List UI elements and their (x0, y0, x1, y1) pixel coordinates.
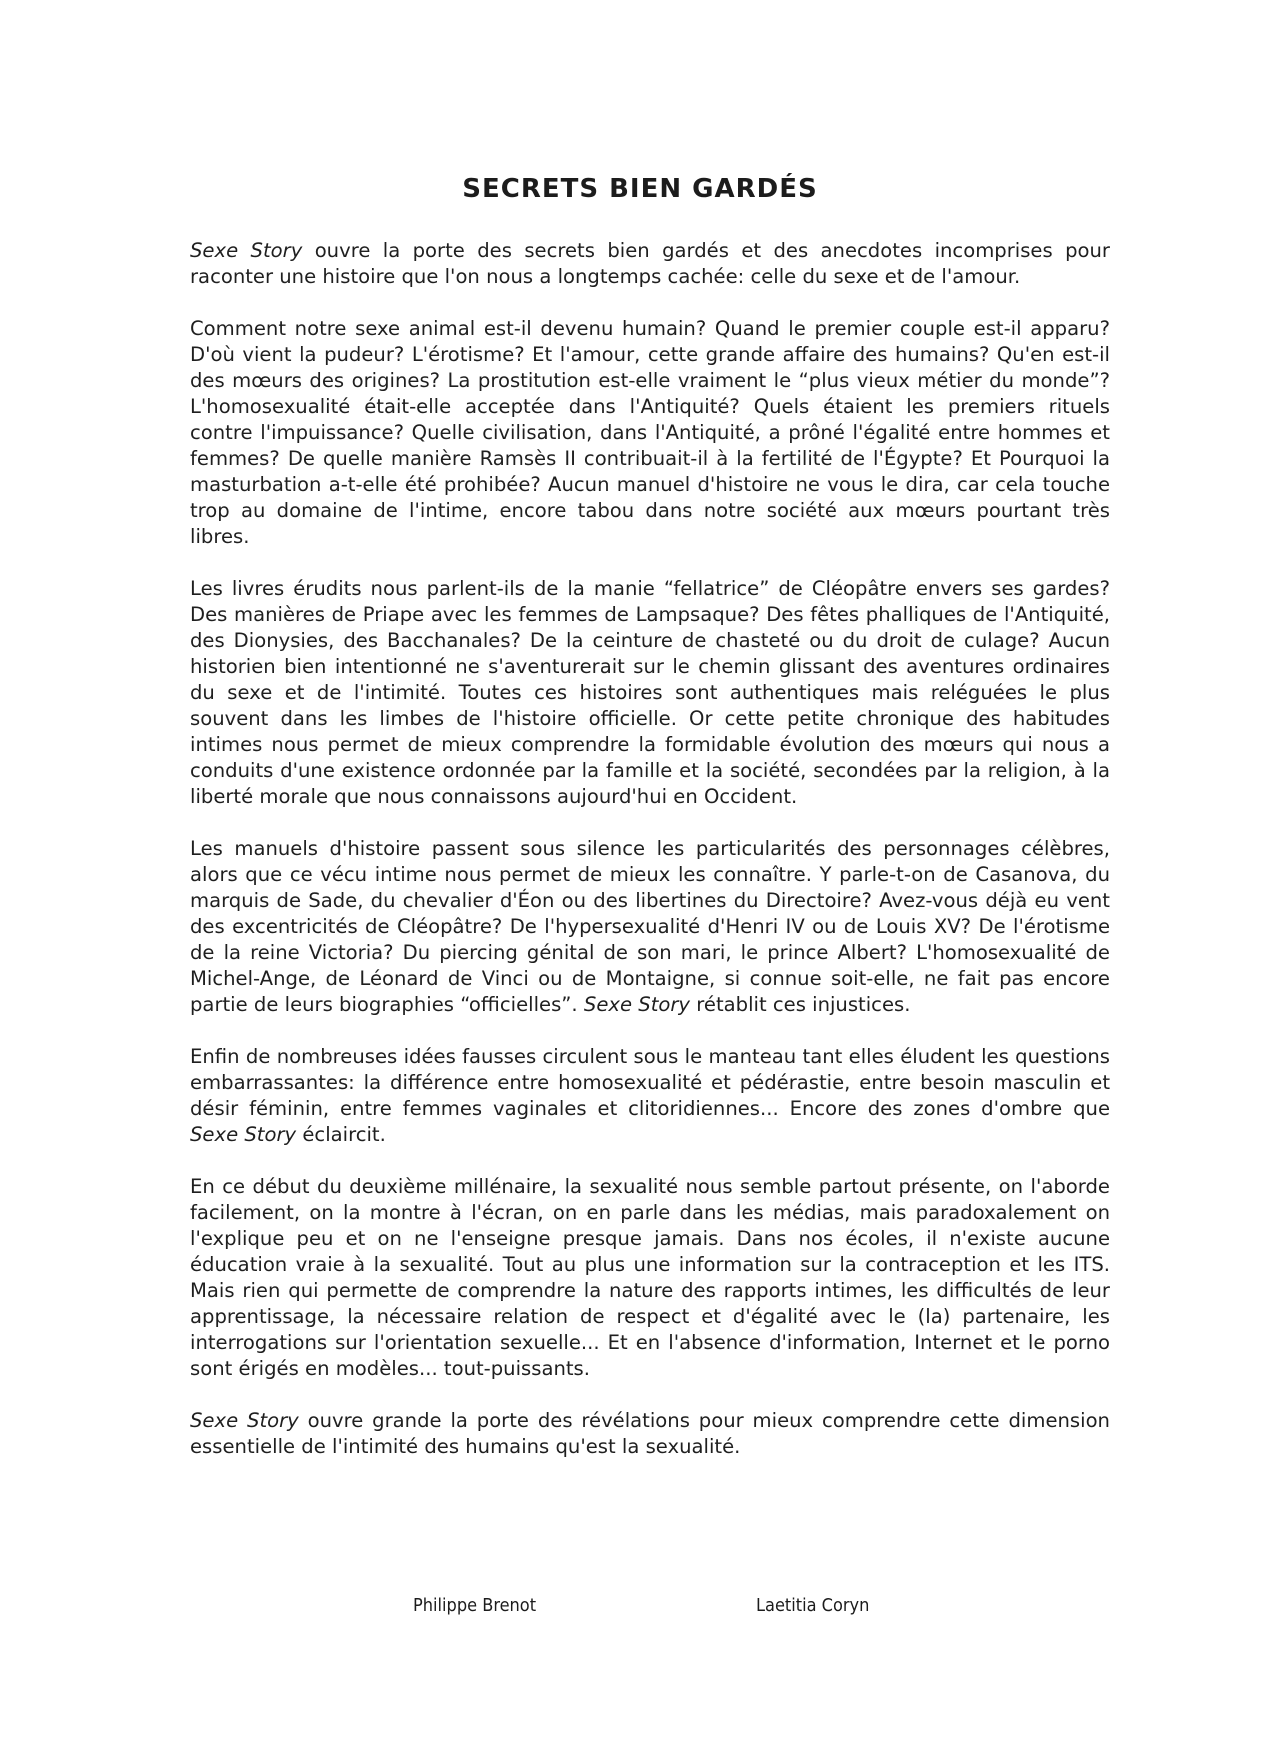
paragraph-5-tail: éclaircit. (296, 1123, 386, 1146)
book-title-ref: Sexe Story (583, 993, 691, 1016)
author-signature-2: Laetitia Coryn (756, 1595, 870, 1616)
page-title: SECRETS BIEN GARDÉS (462, 174, 818, 204)
book-title-ref: Sexe Story (190, 1409, 299, 1432)
paragraph-1 (190, 238, 1110, 290)
signature-block (0, 1595, 1280, 1625)
paragraph-7-text: ouvre grande la porte des révélations pour mieux comprendre cette dimension essentielle de l'intimité des humains qu'est la sexualité. (190, 1409, 1110, 1458)
paragraph-5-text: Enfin de nombreuses idées fausses circulent sous le manteau tant elles éludent les questions embarrassantes: la différence entre homosexualité et pédérastie, entre besoin masculin et désir féminin, entre femmes vaginales et clitoridiennes... Encore des zones d'ombre que (190, 1045, 1110, 1120)
paragraph-5 (190, 1044, 1110, 1148)
paragraph-7 (190, 1408, 1110, 1460)
paragraph-4-text: Les manuels d'histoire passent sous silence les particularités des personnages célèbres, alors que ce vécu intime nous permet de mieux les connaître. Y parle-t-on de Casanova, du marquis de Sade, du chevalier d'Éon ou des libertines du Directoire? Avez-vous déjà eu vent des excentricités de Cléopâtre? De l'hypersexualité d'Henri IV ou de Louis XV? De l'érotisme de la reine Victoria? Du piercing génital de son mari, le prince Albert? L'homosexualité de Michel-Ange, de Léonard de Vinci ou de Montaigne, si connue soit-elle, ne fait pas encore partie de leurs biographies “officielles”. (190, 837, 1110, 1016)
paragraph-3: Les livres érudits nous parlent-ils de la manie “fellatrice” de Cléopâtre envers ses gardes? Des manières de Priape avec les femmes de Lampsaque? Des fêtes phalliques de l'Antiquité, des Dionysies, des Bacchanales? De la ceinture de chasteté ou du droit de culage? Aucun historien bien intentionné ne s'aventurerait sur le chemin glissant des aventures ordinaires du sexe et de l'intimité. Toutes ces histoires sont authentiques mais reléguées le plus souvent dans les limbes de l'histoire officielle. Or cette petite chronique des habitudes intimes nous permet de mieux comprendre la formidable évolution des mœurs qui nous a conduits d'une existence ordonnée par la famille et la société, secondées par la religion, à la liberté morale que nous connaissons aujourd'hui en Occident. (190, 577, 1110, 808)
paragraph-4 (190, 836, 1110, 1018)
book-title-ref: Sexe Story (190, 239, 303, 262)
paragraph-4-tail: rétablit ces injustices. (690, 993, 911, 1016)
book-title-ref: Sexe Story (190, 1123, 297, 1146)
paragraph-1-text: ouvre la porte des secrets bien gardés et des anecdotes incomprises pour raconter une histoire que l'on nous a longtemps cachée: celle du sexe et de l'amour. (190, 239, 1110, 288)
paragraph-6: En ce début du deuxième millénaire, la sexualité nous semble partout présente, on l'aborde facilement, on la montre à l'écran, on en parle dans les médias, mais paradoxalement on l'explique peu et on ne l'enseigne presque jamais. Dans nos écoles, il n'existe aucune éducation vraie à la sexualité. Tout au plus une information sur la contraception et les ITS. Mais rien qui permette de comprendre la nature des rapports intimes, les difficultés de leur apprentissage, la nécessaire relation de respect et d'égalité avec le (la) partenaire, les interrogations sur l'orientation sexuelle... Et en l'absence d'information, Internet et le porno sont érigés en modèles... tout-puissants. (190, 1175, 1110, 1380)
document-body (190, 238, 1110, 1460)
paragraph-2: Comment notre sexe animal est-il devenu humain? Quand le premier couple est-il apparu? D'où vient la pudeur? L'érotisme? Et l'amour, cette grande affaire des humains? Qu'en est-il des mœurs des origines? La prostitution est-elle vraiment le “plus vieux métier du monde”? L'homosexualité était-elle acceptée dans l'Antiquité? Quels étaient les premiers rituels contre l'impuissance? Quelle civilisation, dans l'Antiquité, a prôné l'égalité entre hommes et femmes? De quelle manière Ramsès II contribuait-il à la fertilité de l'Égypte? Et Pourquoi la masturbation a-t-elle été prohibée? Aucun manuel d'histoire ne vous le dira, car cela touche trop au domaine de l'intime, encore tabou dans notre société aux mœurs pourtant très libres. (190, 317, 1110, 548)
author-signature-1: Philippe Brenot (413, 1595, 537, 1616)
